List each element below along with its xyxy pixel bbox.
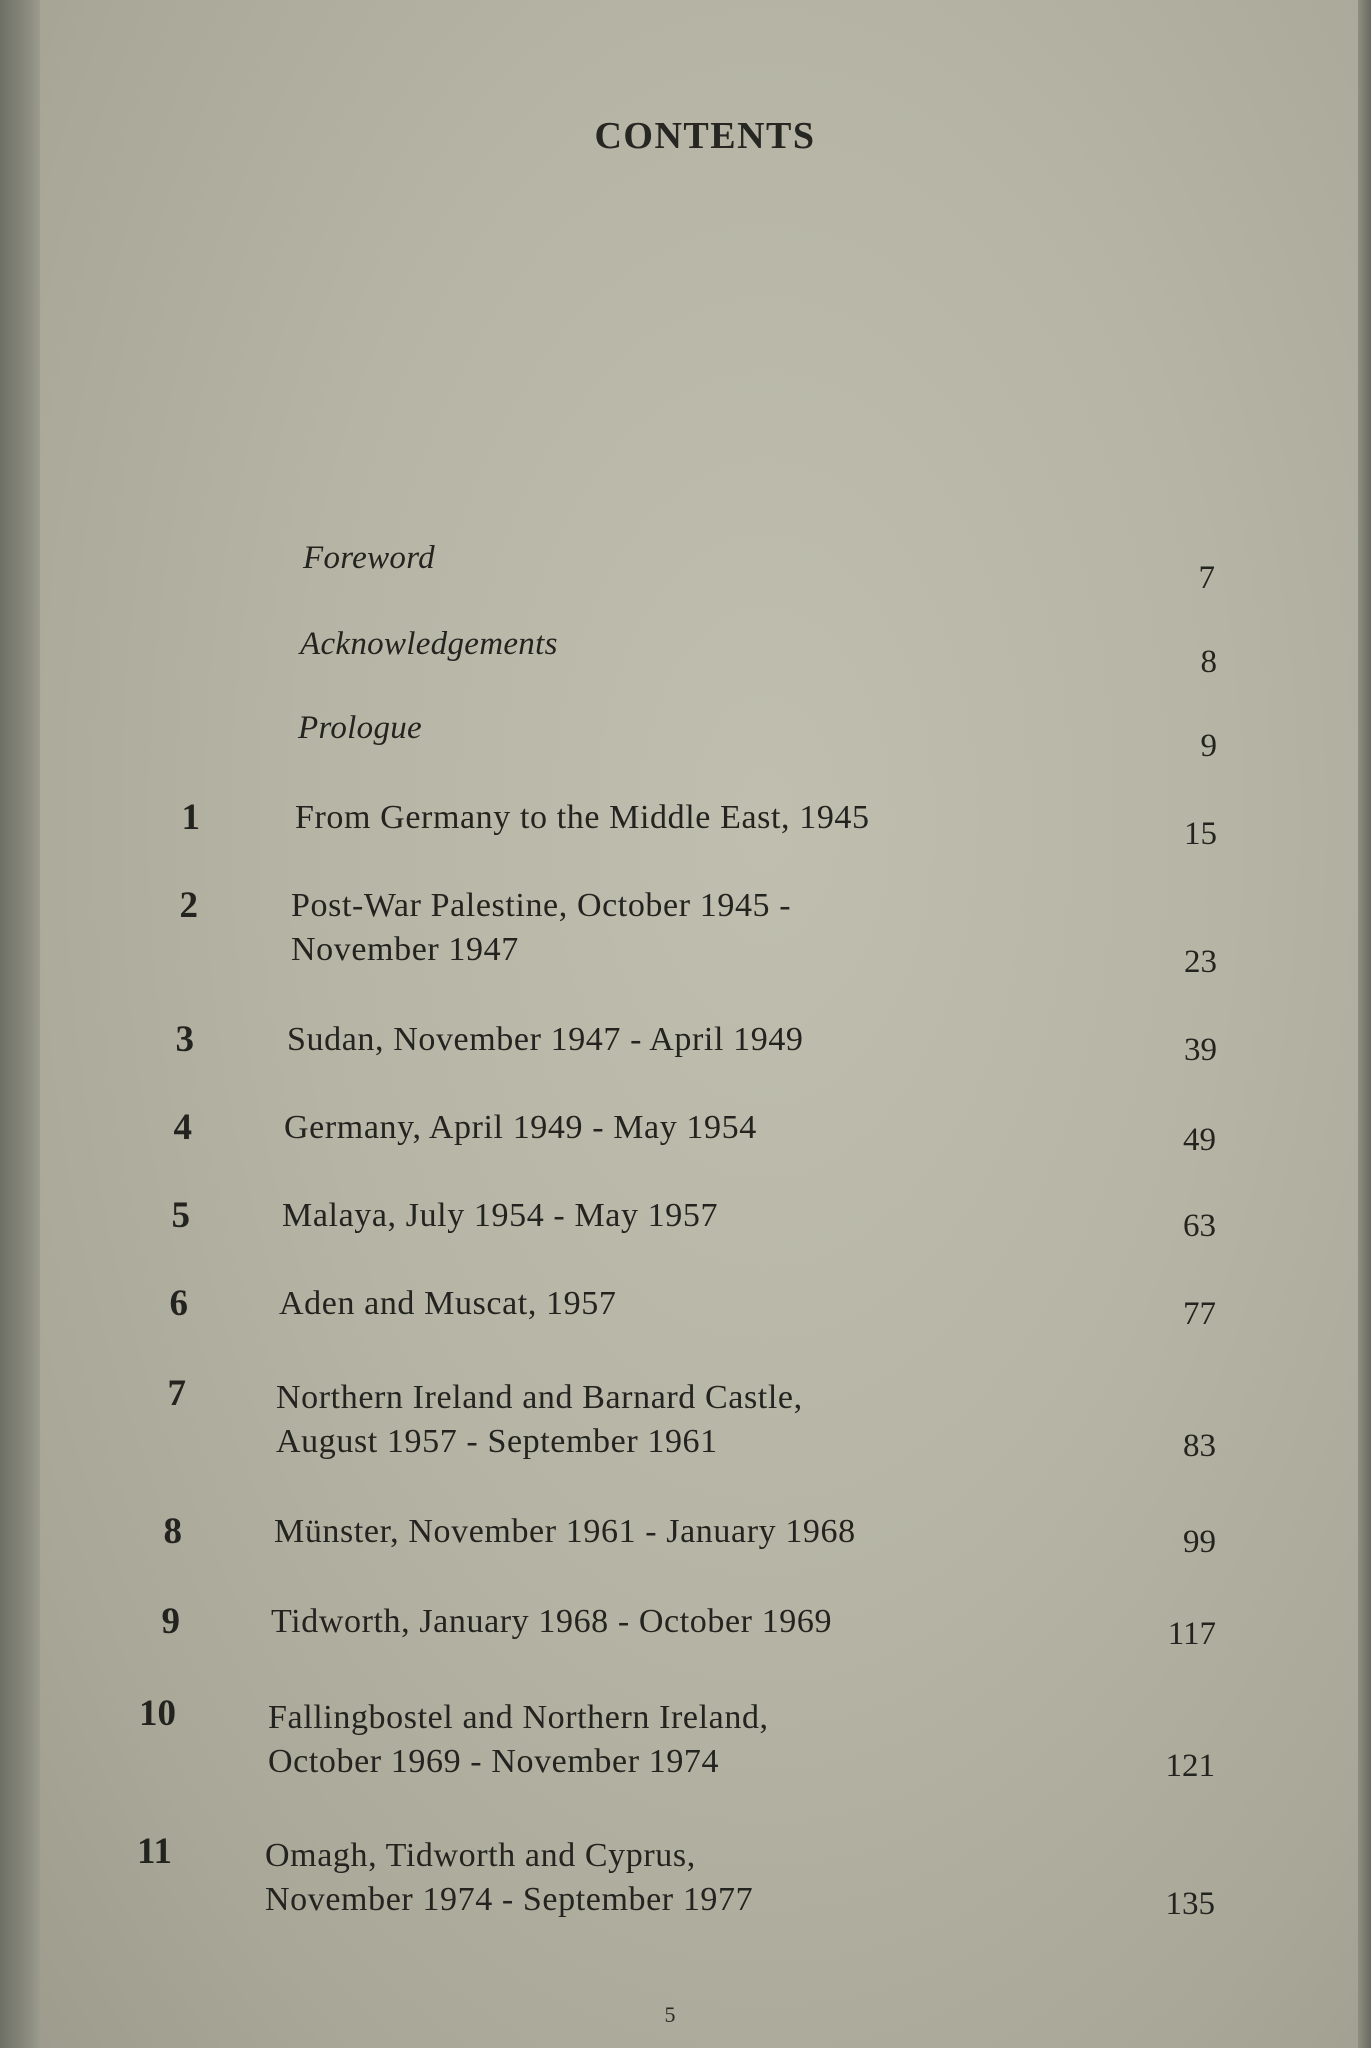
chapter-number: 11: [137, 1831, 172, 1872]
chapter-page: 135: [1165, 1886, 1215, 1922]
chapter-title: [295, 796, 870, 840]
chapter-page: 77: [1183, 1296, 1216, 1332]
toc-entry-page: 9: [1200, 728, 1217, 764]
chapter-title-line: Aden and Muscat, 1957: [279, 1285, 617, 1322]
chapter-page: 39: [1184, 1032, 1217, 1068]
chapter-title: [271, 1600, 832, 1644]
chapter-title: [279, 1282, 616, 1326]
chapter-title-line: Malaya, July 1954 - May 1957: [282, 1197, 719, 1234]
chapter-title-line: November 1974 - September 1977: [265, 1881, 754, 1918]
chapter-number: 2: [179, 885, 198, 926]
chapter-page: 63: [1183, 1208, 1216, 1244]
chapter-title: [291, 884, 791, 972]
toc-entry-page: 7: [1198, 560, 1215, 596]
chapter-number: 9: [161, 1601, 180, 1642]
chapter-title: [284, 1106, 757, 1150]
chapter-number: 4: [173, 1107, 192, 1148]
chapter-number: 7: [167, 1373, 186, 1414]
chapter-page: 83: [1183, 1428, 1216, 1464]
chapter-title-line: August 1957 - September 1961: [276, 1423, 718, 1460]
chapter-title-line: October 1969 - November 1974: [268, 1743, 720, 1780]
chapter-page: 117: [1167, 1616, 1216, 1652]
toc-entry-title: Prologue: [298, 710, 422, 746]
chapter-page: 15: [1184, 816, 1217, 852]
chapter-number: 6: [169, 1283, 188, 1324]
chapter-title: [276, 1376, 803, 1464]
chapter-title-line: Northern Ireland and Barnard Castle,: [276, 1379, 803, 1416]
chapter-title: [282, 1194, 718, 1238]
chapter-title-line: Fallingbostel and Northern Ireland,: [268, 1699, 769, 1736]
chapter-title: [287, 1018, 804, 1062]
chapter-page: 23: [1184, 944, 1217, 980]
chapter-title-line: Tidworth, January 1968 - October 1969: [271, 1603, 833, 1640]
chapter-page: 121: [1165, 1748, 1215, 1784]
chapter-title-line: November 1947: [291, 931, 519, 968]
page-number: 5: [664, 2002, 676, 2027]
toc-entry-page: 8: [1200, 644, 1217, 680]
contents-heading: CONTENTS: [594, 115, 816, 157]
chapter-page: 49: [1183, 1122, 1216, 1158]
chapter-number: 8: [163, 1511, 182, 1552]
chapter-title-line: Germany, April 1949 - May 1954: [284, 1109, 757, 1146]
chapter-title: [274, 1510, 856, 1554]
chapter-page: 99: [1183, 1524, 1216, 1560]
toc-entry-title: Foreword: [303, 540, 435, 576]
chapter-title: [265, 1834, 753, 1922]
chapter-title-line: Omagh, Tidworth and Cyprus,: [265, 1837, 696, 1874]
chapter-number: 3: [175, 1019, 194, 1060]
page-edge: [1358, 0, 1371, 2048]
chapter-number: 5: [171, 1195, 190, 1236]
toc-entry-title: Acknowledgements: [300, 626, 558, 662]
chapter-number: 10: [139, 1693, 176, 1734]
chapter-number: 1: [181, 797, 200, 838]
chapter-title-line: From Germany to the Middle East, 1945: [295, 799, 870, 836]
chapter-title-line: Münster, November 1961 - January 1968: [274, 1513, 856, 1550]
chapter-title-line: Post-War Palestine, October 1945 -: [291, 887, 792, 924]
chapter-title: [268, 1696, 769, 1784]
chapter-title-line: Sudan, November 1947 - April 1949: [287, 1021, 804, 1058]
